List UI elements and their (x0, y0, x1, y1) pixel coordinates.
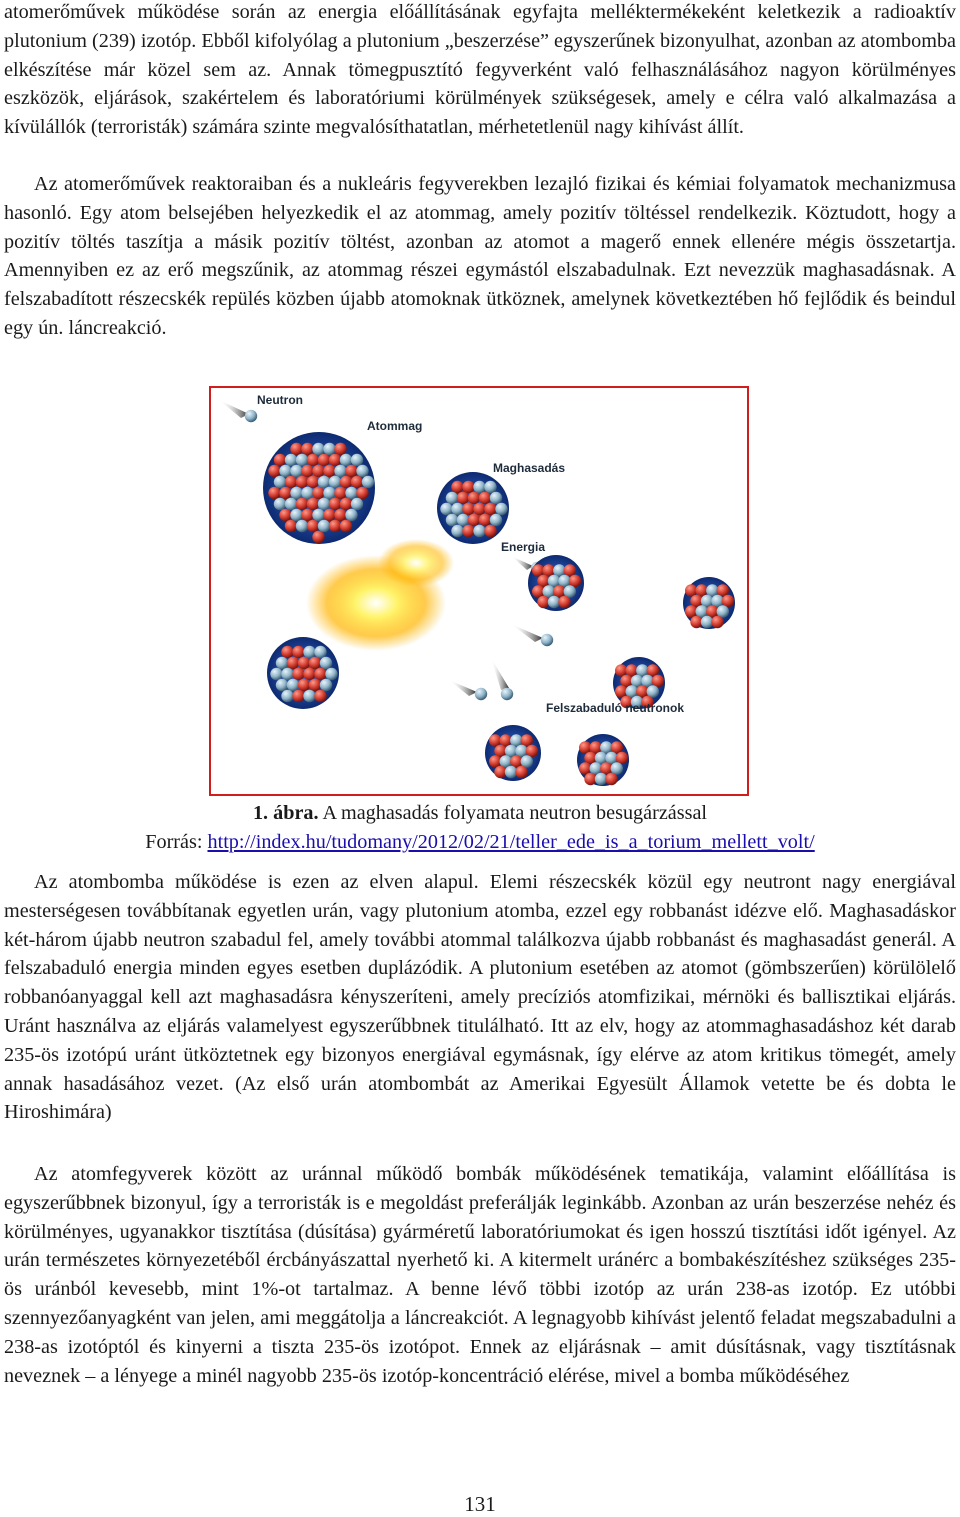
secondary-nucleus-5 (577, 734, 629, 786)
neutron-particle (451, 525, 463, 537)
proton (462, 503, 474, 515)
caption-text: A maghasadás folyamata neutron besugárzással (322, 802, 708, 824)
caption-number: 1. ábra. (252, 802, 319, 824)
paragraph-uranium-enrichment: Az atomfegyverek között az uránnal működő bombák működésének tematikája, valamint előállítása is egyszerűbbnek bizonyul, így a terroristák is e megoldást preferálják leginkább. Azonban az urán beszerzése nehéz és körülményes, ugyanakkor tisztítása (dúsítása) gyárméretű laboratóriumokat és igen hosszú tisztítási időt igényel. Az urán természetes környezetéből ércbányászattal nyerhető ki. A kitermelt uránérc a bombakészítéshez szükséges 235-ös uránból kevesebb, mint 1%-ot tartalmaz. A benne lévő többi izotóp az urán 238-as izotóp. Ez utóbbi szennyezőanyagként van jelen, ami meggátolja a láncreakciót. A legnagyobb kihívást jelentő feladat megszabadulni a 238-as izotóptól és kinyerni a tiszta 235-ös izotópot. Ennek az eljárásnak – amit dúsításnak, vagy tisztításnak neveznek – a lényege a minél nagyobb 235-ös izotóp-koncentráció elérése, mivel a bomba működéséhez (4, 1163, 956, 1387)
proton (323, 465, 335, 477)
neutron-particle (274, 476, 286, 488)
neutron-particle (521, 755, 533, 767)
neutron-particle (320, 679, 332, 691)
neutron-particle (290, 487, 302, 499)
proton (312, 531, 324, 543)
proton (484, 525, 496, 537)
proton (281, 646, 293, 658)
page-number: 131 (464, 1492, 496, 1516)
neutron-particle (696, 605, 708, 617)
neutron-particle (626, 685, 638, 697)
neutron-particle (301, 487, 313, 499)
neutron-particle (281, 668, 293, 680)
proton (340, 498, 352, 510)
neutron-particle (490, 514, 502, 526)
proton (543, 564, 555, 576)
neutron-particle (318, 520, 330, 532)
proton (611, 741, 623, 753)
label-released-neutrons: Felszabaduló neutronok (546, 701, 685, 715)
energy-flash-secondary (378, 539, 454, 587)
proton (296, 476, 308, 488)
neutron-particle (484, 481, 496, 493)
proton (292, 668, 304, 680)
proton (290, 443, 302, 455)
proton (292, 646, 304, 658)
proton (279, 509, 291, 521)
proton (274, 454, 286, 466)
neutron-particle (296, 454, 308, 466)
proton (351, 476, 363, 488)
proton (287, 657, 299, 669)
neutron-particle (274, 498, 286, 510)
proton (479, 514, 491, 526)
neutron-particle (500, 755, 512, 767)
incoming-neutron (245, 410, 257, 422)
proton (307, 498, 319, 510)
proton (334, 443, 346, 455)
fragment-nucleus-lower (267, 637, 339, 709)
proton (279, 487, 291, 499)
released-neutron-arrow-4 (511, 556, 533, 570)
proton (334, 509, 346, 521)
proton (711, 616, 723, 628)
proton (526, 745, 538, 757)
neutron-particle (314, 646, 326, 658)
neutron-particle (287, 679, 299, 691)
neutron-particle (351, 454, 363, 466)
released-neutron-arrow-1 (511, 624, 543, 642)
proton (345, 465, 357, 477)
proton (558, 596, 570, 608)
neutron-particle (495, 503, 507, 515)
proton (484, 503, 496, 515)
neutron-particle (334, 465, 346, 477)
proton (323, 509, 335, 521)
proton (451, 481, 463, 493)
proton (268, 465, 280, 477)
proton (285, 520, 297, 532)
proton (298, 657, 310, 669)
neutron-particle (285, 454, 297, 466)
proton (312, 465, 324, 477)
released-neutron-arrow-2 (491, 658, 509, 690)
neutron-particle (446, 492, 458, 504)
neutron-particle (647, 685, 659, 697)
neutron-particle (303, 646, 315, 658)
proton (329, 498, 341, 510)
neutron-particle (303, 690, 315, 702)
proton (564, 564, 576, 576)
neutron-particle (281, 690, 293, 702)
proton (590, 741, 602, 753)
fission-figure (209, 386, 749, 796)
neutron-particle (276, 679, 288, 691)
released-neutron-3 (475, 688, 487, 700)
proton (605, 773, 617, 785)
proton (329, 520, 341, 532)
figure-source (0, 828, 960, 856)
fragment-nucleus-upper (437, 472, 509, 544)
figure-caption (0, 799, 960, 827)
proton (301, 443, 313, 455)
neutron-particle (312, 509, 324, 521)
neutron-particle (290, 509, 302, 521)
neutron-particle (611, 762, 623, 774)
proton (340, 476, 352, 488)
fission-illustration (211, 388, 749, 796)
proton (285, 476, 297, 488)
paragraph-atomic-bomb-principle: Az atombomba működése is ezen az elven alapul. Elemi részecskék közül egy neutront nagy energiával mesterségesen továbbítanak egyetlen urán, vagy plutonium atomba, ezzel egy robbanást idézve elő. Maghasadáskor két-három újabb neutron szabadul fel, amely további atommal találkozva újabb robbanást és maghasadást generál. A felszabaduló energia minden egyes esetben duplázódik. A plutonium esetében az atomot (gömbszerűen) körülölelő robbanóanyaggal kell azt maghasadásra kényszeríteni, amely precíziós atomfizikai, mérnöki és ballisztikai eljárás. Uránt használva az eljárás valamelyest egyszerűbbnek titulálható. Itt az elv, hogy az atommaghasadáshoz két darab 235-ös izotópú uránt ütköztetnek egy bizonyos energiával egymásnak, így elérve az atom kritikus tömegét, amely annak hasadásához vezet. (Az első urán atombombát az Amerikai Egyesült Államok vetette be és dobta le Hiroshimára) (4, 871, 956, 1124)
proton (569, 575, 581, 587)
proton (334, 487, 346, 499)
proton (329, 454, 341, 466)
neutron-particle (457, 514, 469, 526)
neutron-particle (356, 465, 368, 477)
proton (318, 454, 330, 466)
proton (616, 752, 628, 764)
proton (652, 675, 664, 687)
proton (521, 734, 533, 746)
neutron-particle (340, 454, 352, 466)
proton (479, 492, 491, 504)
neutron-particle (543, 585, 555, 597)
neutron-particle (318, 476, 330, 488)
proton (457, 492, 469, 504)
proton (292, 690, 304, 702)
proton (314, 668, 326, 680)
label-neutron: Neutron (257, 393, 303, 407)
neutron-particle (312, 443, 324, 455)
neutron-particle (590, 762, 602, 774)
secondary-nucleus-2 (683, 577, 735, 629)
paragraph-plutonium-intro: atomerőművek működése során az energia előállításának egyfajta melléktermékeként keletkezik a radioaktív plutonium (239) izotóp. Ebből kifolyólag a plutonium „beszerzése” egyszerűnek bizonyulhat, azonban az atombomba elkészítése már közel sem az. Annak tömegpusztító fegyverként való felhasználásához nagyon körülményes eszközök, eljárások, szakértelem és laboratóriumi körülmények szükségesek, amely e célra való alkalmazása a kívülállók (terroristák) számára szinte megvalósíthatatlan, mérhetetlenül nagy kihívást állít. (4, 1, 956, 139)
proton (473, 503, 485, 515)
proton (268, 487, 280, 499)
proton (301, 509, 313, 521)
proton (340, 520, 352, 532)
neutron-particle (362, 476, 374, 488)
neutron-particle (351, 498, 363, 510)
neutron-particle (320, 657, 332, 669)
proton (309, 679, 321, 691)
proton (312, 487, 324, 499)
neutron-particle (323, 487, 335, 499)
proton (309, 657, 321, 669)
released-neutron-arrow-3 (449, 680, 477, 696)
source-link[interactable]: http://index.hu/tudomany/2012/02/21/teller_ede_is_a_torium_mellett_volt/ (207, 831, 815, 853)
proton (515, 766, 527, 778)
proton (307, 520, 319, 532)
proton (500, 734, 512, 746)
neutron-particle (296, 520, 308, 532)
proton (296, 498, 308, 510)
nucleus-large (263, 432, 375, 544)
proton (717, 584, 729, 596)
proton (301, 465, 313, 477)
neutron-particle (318, 498, 330, 510)
neutron-particle (276, 657, 288, 669)
neutron-particle (290, 465, 302, 477)
proton (356, 487, 368, 499)
neutron-particle (323, 443, 335, 455)
proton (722, 595, 734, 607)
source-label: Forrás: (145, 831, 203, 853)
released-neutron-2 (501, 688, 513, 700)
proton (307, 454, 319, 466)
neutron-particle (451, 503, 463, 515)
secondary-nucleus-1 (528, 555, 584, 611)
proton (298, 679, 310, 691)
proton (647, 664, 659, 676)
neutron-particle (345, 509, 357, 521)
neutron-particle (717, 605, 729, 617)
neutron-particle (325, 668, 337, 680)
proton (696, 584, 708, 596)
neutron-particle (473, 525, 485, 537)
neutron-particle (345, 487, 357, 499)
proton (303, 668, 315, 680)
proton (307, 476, 319, 488)
neutron-particle (329, 476, 341, 488)
neutron-particle (270, 668, 282, 680)
proton (468, 492, 480, 504)
released-neutron-1 (541, 634, 553, 646)
neutron-particle (446, 514, 458, 526)
proton (314, 690, 326, 702)
paragraph-fission-mechanism: Az atomerőművek reaktoraiban és a nukleáris fegyverekben lezajló fizikai és kémiai folyamatok mechanizmusa hasonló. Egy atom belsejében helyezkedik el az atommag, amely pozitív töltéssel rendelkezik. Köztudott, hogy a pozitív töltés taszítja a másik pozitív töltést, azonban az atomot a magerő ennek ellenére mégis összetartja. Amennyiben ez az erő megszűnik, az atommag részei egymástól elszabadulnak. Ezt nevezzük maghasadásnak. A felszabadított részecskék repülés közben újabb atomoknak ütköznek, amelynek következtében hő fejlődik és beindul egy ún. láncreakció. (4, 173, 956, 339)
neutron-particle (564, 585, 576, 597)
neutron-particle (285, 498, 297, 510)
label-energy: Energia (501, 540, 546, 554)
neutron-particle (279, 465, 291, 477)
proton (462, 481, 474, 493)
proton (468, 514, 480, 526)
neutron-particle (473, 481, 485, 493)
neutron-particle (440, 503, 452, 515)
secondary-nucleus-4 (485, 725, 541, 781)
proton (462, 525, 474, 537)
label-nucleus: Atommag (367, 419, 423, 433)
label-fission: Maghasadás (493, 461, 566, 475)
proton (626, 664, 638, 676)
neutron-arrow (219, 400, 249, 418)
neutron-particle (490, 492, 502, 504)
